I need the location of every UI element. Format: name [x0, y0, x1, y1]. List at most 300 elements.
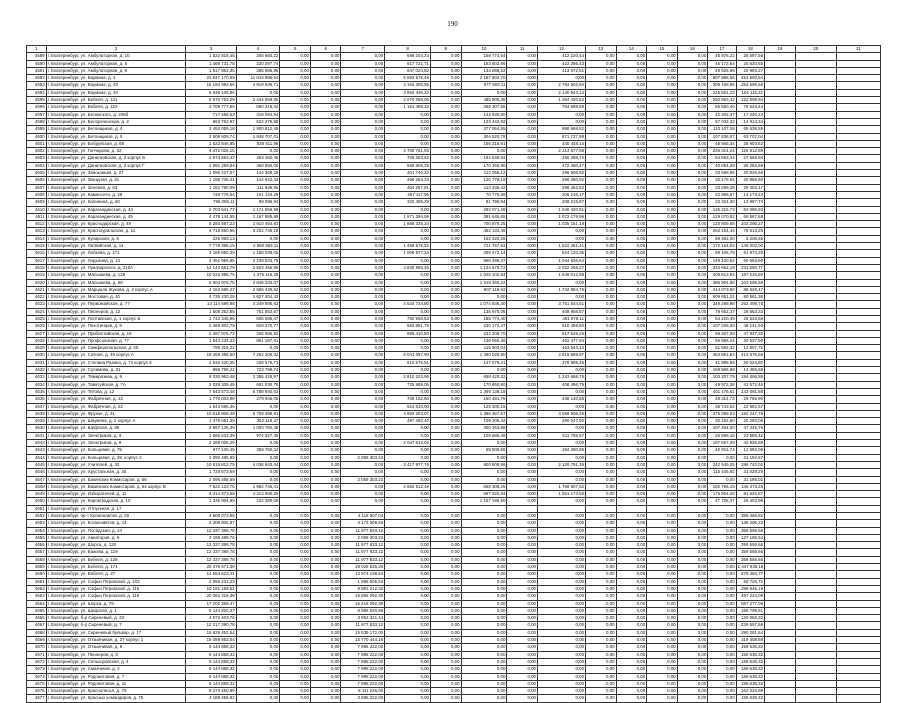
row-number-cell: 4591: [27, 67, 47, 74]
value-cell: 0,00: [310, 213, 341, 220]
value-cell: 0,00: [341, 118, 385, 125]
value-cell: [537, 505, 585, 512]
value-cell: 0,00: [586, 257, 617, 264]
address-cell: г. Екатеринбург, ул. Софьи Перовской, д. 119: [46, 593, 186, 600]
value-cell: 109 205,42: [461, 418, 507, 425]
value-cell: 0,00: [236, 469, 280, 476]
value-cell: 0,00: [431, 67, 462, 74]
value-cell: 170 256,90: [461, 162, 507, 169]
value-cell: 2 444 969,90: [236, 97, 280, 104]
value-cell: [586, 505, 617, 512]
value-cell: 113 436,42: [461, 184, 507, 191]
value-cell: 0,00: [341, 228, 385, 235]
row-number-cell: 4645: [27, 461, 47, 468]
value-cell: 0,00: [310, 600, 341, 607]
value-cell: 784 688,89: [537, 104, 585, 111]
table-row: [27, 505, 881, 512]
value-cell: 334 652,19: [708, 264, 736, 271]
row-number-cell: 4655: [27, 534, 47, 541]
value-cell: 0,00: [310, 666, 341, 673]
value-cell: 0,00: [310, 498, 341, 505]
value-cell: 0,00: [280, 476, 311, 483]
value-cell: 0,00: [708, 549, 736, 556]
table-row: [27, 294, 881, 301]
value-cell: [765, 279, 796, 286]
value-cell: 111 945,95: [236, 184, 280, 191]
value-cell: 125 809,68: [708, 221, 736, 228]
value-cell: 0,00: [385, 337, 431, 344]
value-cell: 0,00: [507, 440, 538, 447]
table-row: [27, 520, 881, 527]
table-row: [27, 607, 881, 614]
row-number-cell: 4643: [27, 447, 47, 454]
value-cell: 0,00: [507, 111, 538, 118]
value-cell: 0,00: [310, 549, 341, 556]
value-cell: 0,00: [431, 622, 462, 629]
value-cell: 0,00: [431, 607, 462, 614]
value-cell: 0,00: [431, 213, 462, 220]
value-cell: [837, 82, 881, 89]
value-cell: 0,00: [616, 111, 647, 118]
value-cell: 0,00: [385, 126, 431, 133]
value-cell: 0,00: [385, 651, 431, 658]
value-cell: 42 202,37: [708, 111, 736, 118]
value-cell: 0,00: [431, 228, 462, 235]
value-cell: 226 314,24: [708, 148, 736, 155]
row-number-cell: 4606: [27, 177, 47, 184]
value-cell: 0,00: [647, 396, 678, 403]
value-cell: 0,00: [280, 184, 311, 191]
value-cell: 0,00: [280, 549, 311, 556]
value-cell: 2 288 006,29: [186, 440, 236, 447]
address-cell: г. Екатеринбург, ул. Красных командиров, д. 75: [46, 695, 186, 702]
row-number-cell: 4636: [27, 396, 47, 403]
value-cell: 0,00: [708, 542, 736, 549]
value-cell: 0,00: [507, 257, 538, 264]
value-cell: 51 974,20: [736, 250, 764, 257]
value-cell: [795, 148, 836, 155]
value-cell: 0,00: [537, 651, 585, 658]
value-cell: 0,00: [677, 104, 708, 111]
address-cell: г. Екатеринбург, ул. Зеленая, д. 63: [46, 184, 186, 191]
value-cell: 0,00: [586, 564, 617, 571]
value-cell: 0,00: [385, 498, 431, 505]
value-cell: [765, 388, 796, 395]
value-cell: 0,00: [385, 279, 431, 286]
value-cell: 0,00: [507, 374, 538, 381]
value-cell: 0,00: [461, 513, 507, 520]
value-cell: [795, 279, 836, 286]
value-cell: [795, 235, 836, 242]
value-cell: [765, 556, 796, 563]
value-cell: [765, 418, 796, 425]
value-cell: 0,00: [586, 651, 617, 658]
value-cell: [795, 97, 836, 104]
value-cell: 0,00: [236, 607, 280, 614]
value-cell: 0,00: [616, 695, 647, 702]
table-row: [27, 221, 881, 228]
value-cell: 0,00: [310, 396, 341, 403]
value-cell: [837, 337, 881, 344]
value-cell: [837, 272, 881, 279]
address-cell: г. Екатеринбург, ул. Бетонщиков, д. 4: [46, 126, 186, 133]
value-cell: 617 721,71: [385, 60, 431, 67]
value-cell: 0,00: [385, 469, 431, 476]
value-cell: 1 720 573,69: [186, 469, 236, 476]
value-cell: 0,00: [616, 651, 647, 658]
value-cell: 0,00: [647, 330, 678, 337]
value-cell: 0,00: [677, 111, 708, 118]
value-cell: 871 727,99: [537, 133, 585, 140]
value-cell: 19 028 635,20: [341, 564, 385, 571]
value-cell: 0,00: [616, 191, 647, 198]
value-cell: 0,00: [431, 257, 462, 264]
value-cell: 0,00: [647, 177, 678, 184]
value-cell: [837, 221, 881, 228]
value-cell: 0,00: [280, 673, 311, 680]
value-cell: 0,00: [616, 454, 647, 461]
value-cell: 0,00: [708, 607, 736, 614]
value-cell: 966 498,37: [461, 257, 507, 264]
value-cell: 0,00: [431, 666, 462, 673]
address-cell: г. Екатеринбург, ул. Шорса, д. 120: [46, 542, 186, 549]
value-cell: 0,00: [431, 571, 462, 578]
value-cell: 129 070,82: [708, 213, 736, 220]
value-cell: 0,00: [616, 688, 647, 695]
value-cell: [795, 323, 836, 330]
value-cell: 0,00: [586, 352, 617, 359]
value-cell: 0,00: [310, 374, 341, 381]
value-cell: 99 096,94: [236, 199, 280, 206]
value-cell: 0,00: [586, 622, 617, 629]
table-row: [27, 53, 881, 60]
value-cell: 110 107,28: [708, 126, 736, 133]
value-cell: [765, 272, 796, 279]
value-cell: [765, 264, 796, 271]
value-cell: 0,00: [280, 381, 311, 388]
value-cell: 0,00: [431, 425, 462, 432]
value-cell: 0,00: [616, 381, 647, 388]
data-table-container: [26, 45, 881, 703]
value-cell: 0,00: [341, 155, 385, 162]
value-cell: 196 742,02: [736, 461, 764, 468]
row-number-cell: 4625: [27, 315, 47, 322]
value-cell: 624 120,35: [537, 250, 585, 257]
value-cell: 5 604 978,75: [186, 279, 236, 286]
value-cell: 0,00: [280, 294, 311, 301]
value-cell: [795, 476, 836, 483]
value-cell: 122 598,94: [736, 97, 764, 104]
value-cell: 0,00: [677, 264, 708, 271]
value-cell: 194 366,58: [736, 374, 764, 381]
row-number-cell: 4597: [27, 111, 47, 118]
value-cell: 2 980 393,11: [236, 243, 280, 250]
table-row: [27, 651, 881, 658]
value-cell: 0,00: [385, 513, 431, 520]
value-cell: 0,00: [537, 118, 585, 125]
value-cell: [795, 155, 836, 162]
value-cell: 0,00: [647, 221, 678, 228]
table-row: [27, 184, 881, 191]
table-row: [27, 67, 881, 74]
value-cell: [795, 556, 836, 563]
value-cell: 0,00: [310, 162, 341, 169]
value-cell: 485 805,35: [461, 97, 507, 104]
value-cell: 0,00: [431, 629, 462, 636]
value-cell: 0,00: [586, 425, 617, 432]
value-cell: 0,00: [461, 454, 507, 461]
address-cell: г. Екатеринбург, ул. Звездная, д. 31: [46, 177, 186, 184]
value-cell: 0,00: [507, 615, 538, 622]
value-cell: 0,00: [310, 476, 341, 483]
column-number-18: 18: [736, 46, 764, 53]
value-cell: 0,00: [310, 381, 341, 388]
value-cell: [280, 505, 311, 512]
value-cell: 0,00: [677, 272, 708, 279]
value-cell: [765, 396, 796, 403]
value-cell: 0,00: [507, 673, 538, 680]
value-cell: 0,00: [647, 607, 678, 614]
value-cell: 2 059 303,22: [341, 476, 385, 483]
value-cell: [837, 184, 881, 191]
value-cell: 0,00: [677, 432, 708, 439]
value-cell: 0,00: [647, 585, 678, 592]
value-cell: 706 152,60: [385, 396, 431, 403]
value-cell: 0,00: [280, 126, 311, 133]
value-cell: 153 602,96: [461, 60, 507, 67]
value-cell: 0,00: [586, 75, 617, 82]
row-number-cell: 4589: [27, 53, 47, 60]
value-cell: 0,00: [461, 637, 507, 644]
value-cell: [837, 155, 881, 162]
value-cell: 318 094,94: [236, 111, 280, 118]
value-cell: 2 742 345,96: [186, 315, 236, 322]
value-cell: 389 466,92: [736, 513, 764, 520]
value-cell: [795, 199, 836, 206]
value-cell: 0,00: [310, 155, 341, 162]
table-row: [27, 257, 881, 264]
value-cell: 10 515 908,48: [186, 410, 236, 417]
value-cell: 0,00: [461, 651, 507, 658]
value-cell: 22 692,57: [736, 403, 764, 410]
value-cell: 0,00: [385, 680, 431, 687]
value-cell: 463 543,14: [537, 345, 585, 352]
value-cell: 0,00: [586, 447, 617, 454]
table-row: [27, 644, 881, 651]
value-cell: 88 528,47: [736, 286, 764, 293]
value-cell: 107 026,00: [708, 323, 736, 330]
value-cell: 0,00: [431, 381, 462, 388]
value-cell: 40 064,39: [708, 162, 736, 169]
value-cell: 16 089 853,04: [186, 637, 236, 644]
value-cell: 0,00: [586, 513, 617, 520]
value-cell: 0,00: [586, 491, 617, 498]
value-cell: 81 799,94: [461, 199, 507, 206]
value-cell: [837, 447, 881, 454]
address-cell: г. Екатеринбург, пр-т Космонавтов, д. 29: [46, 513, 186, 520]
value-cell: [837, 637, 881, 644]
value-cell: 0,00: [507, 425, 538, 432]
value-cell: 0,00: [310, 483, 341, 490]
value-cell: [795, 374, 836, 381]
address-cell: г. Екатеринбург, ул. Лобкова, д. 171: [46, 250, 186, 257]
value-cell: 1 343 668,75: [537, 374, 585, 381]
row-number-cell: 4623: [27, 301, 47, 308]
value-cell: 0,00: [280, 585, 311, 592]
value-cell: [765, 629, 796, 636]
value-cell: [837, 549, 881, 556]
value-cell: 0,00: [647, 243, 678, 250]
value-cell: 0,00: [310, 440, 341, 447]
value-cell: 0,00: [647, 695, 678, 702]
table-row: [27, 454, 881, 461]
value-cell: 0,00: [677, 549, 708, 556]
table-body: [27, 53, 881, 702]
value-cell: 511 758,57: [537, 432, 585, 439]
value-cell: 0,00: [677, 367, 708, 374]
value-cell: 0,00: [586, 286, 617, 293]
value-cell: 0,00: [310, 148, 341, 155]
value-cell: 0,00: [647, 345, 678, 352]
value-cell: 0,00: [677, 396, 708, 403]
value-cell: [837, 644, 881, 651]
value-cell: 102 380,09: [236, 498, 280, 505]
value-cell: 0,00: [310, 680, 341, 687]
value-cell: 0,00: [431, 286, 462, 293]
value-cell: [765, 593, 796, 600]
value-cell: 319 408,88: [736, 637, 764, 644]
value-cell: 33 289,28: [708, 184, 736, 191]
value-cell: 0,00: [280, 286, 311, 293]
column-number-7: 7: [341, 46, 385, 53]
value-cell: 0,00: [677, 191, 708, 198]
value-cell: 0,00: [677, 615, 708, 622]
value-cell: 2 784 602,84: [537, 82, 585, 89]
address-cell: г. Екатеринбург, ул. Амбулаторная, д. 10: [46, 53, 186, 60]
value-cell: 0,00: [537, 476, 585, 483]
value-cell: 0,00: [586, 388, 617, 395]
table-row: [27, 374, 881, 381]
value-cell: [795, 403, 836, 410]
value-cell: [765, 644, 796, 651]
value-cell: [765, 520, 796, 527]
value-cell: 0,00: [310, 578, 341, 585]
value-cell: 45 172,64: [708, 60, 736, 67]
value-cell: 0,00: [431, 564, 462, 571]
value-cell: 0,00: [280, 447, 311, 454]
value-cell: 0,00: [586, 549, 617, 556]
table-row: [27, 352, 881, 359]
value-cell: 0,00: [431, 75, 462, 82]
value-cell: 0,00: [431, 199, 462, 206]
row-number-cell: 4615: [27, 243, 47, 250]
value-cell: 0,00: [586, 410, 617, 417]
table-row: [27, 571, 881, 578]
table-row: [27, 206, 881, 213]
value-cell: 2 120 791,36: [537, 461, 585, 468]
value-cell: [795, 542, 836, 549]
row-number-cell: 4635: [27, 388, 47, 395]
value-cell: 0,00: [431, 133, 462, 140]
value-cell: 0,00: [616, 286, 647, 293]
value-cell: 689 204,24: [385, 53, 431, 60]
value-cell: 0,00: [236, 637, 280, 644]
value-cell: 0,00: [431, 177, 462, 184]
row-number-cell: 4599: [27, 126, 47, 133]
value-cell: 0,00: [537, 454, 585, 461]
value-cell: 2 095 458,59: [186, 476, 236, 483]
value-cell: 0,00: [280, 600, 311, 607]
value-cell: 8 144 858,32: [186, 673, 236, 680]
value-cell: 0,00: [431, 520, 462, 527]
row-number-cell: 4641: [27, 432, 47, 439]
value-cell: 0,00: [507, 345, 538, 352]
value-cell: 0,00: [280, 403, 311, 410]
value-cell: 0,00: [341, 461, 385, 468]
value-cell: 0,00: [385, 286, 431, 293]
column-number-20: 20: [795, 46, 836, 53]
value-cell: 460 850,00: [236, 162, 280, 169]
value-cell: 22 966,67: [708, 191, 736, 198]
column-number-17: 17: [708, 46, 736, 53]
value-cell: 5 536 105,86: [186, 89, 236, 96]
value-cell: 1 532 420,05: [186, 359, 236, 366]
value-cell: 67 032,32: [708, 118, 736, 125]
value-cell: [837, 418, 881, 425]
value-cell: [765, 148, 796, 155]
value-cell: 0,00: [616, 301, 647, 308]
value-cell: 0,00: [647, 352, 678, 359]
value-cell: 0,00: [586, 148, 617, 155]
value-cell: [837, 520, 881, 527]
value-cell: [765, 228, 796, 235]
value-cell: 7 985 222,00: [341, 680, 385, 687]
value-cell: 0,00: [647, 250, 678, 257]
value-cell: 0,00: [507, 549, 538, 556]
value-cell: 11 977 833,12: [341, 622, 385, 629]
value-cell: 0,00: [507, 126, 538, 133]
value-cell: 8 144 858,32: [186, 644, 236, 651]
value-cell: 23 847 170,99: [186, 75, 236, 82]
table-row: [27, 367, 881, 374]
value-cell: 2 186 489,76: [186, 534, 236, 541]
address-cell: г. Екатеринбург, ул. Краснолесья, д. 75: [46, 688, 186, 695]
value-cell: 31 192,67: [736, 454, 764, 461]
value-cell: 2 652 512,49: [385, 483, 431, 490]
value-cell: 0,00: [507, 469, 538, 476]
value-cell: 159 636,32: [736, 695, 764, 702]
value-cell: 0,00: [616, 294, 647, 301]
column-number-16: 16: [677, 46, 708, 53]
value-cell: [765, 680, 796, 687]
table-row: [27, 461, 881, 468]
value-cell: 3 709 777,66: [186, 104, 236, 111]
address-cell: г. Екатеринбург, ул. Шаумяна, д. 2 корпус А: [46, 418, 186, 425]
value-cell: 0,00: [461, 688, 507, 695]
value-cell: [765, 337, 796, 344]
value-cell: 0,00: [461, 666, 507, 673]
value-cell: 0,00: [616, 571, 647, 578]
row-number-cell: 4634: [27, 381, 47, 388]
table-row: [27, 243, 881, 250]
table-row: [27, 615, 881, 622]
value-cell: 120 778,19: [461, 177, 507, 184]
value-cell: 0,00: [507, 104, 538, 111]
value-cell: 23 324,30: [708, 199, 736, 206]
value-cell: 622 275,98: [236, 118, 280, 125]
value-cell: 197 557,39: [708, 440, 736, 447]
value-cell: 0,00: [537, 294, 585, 301]
